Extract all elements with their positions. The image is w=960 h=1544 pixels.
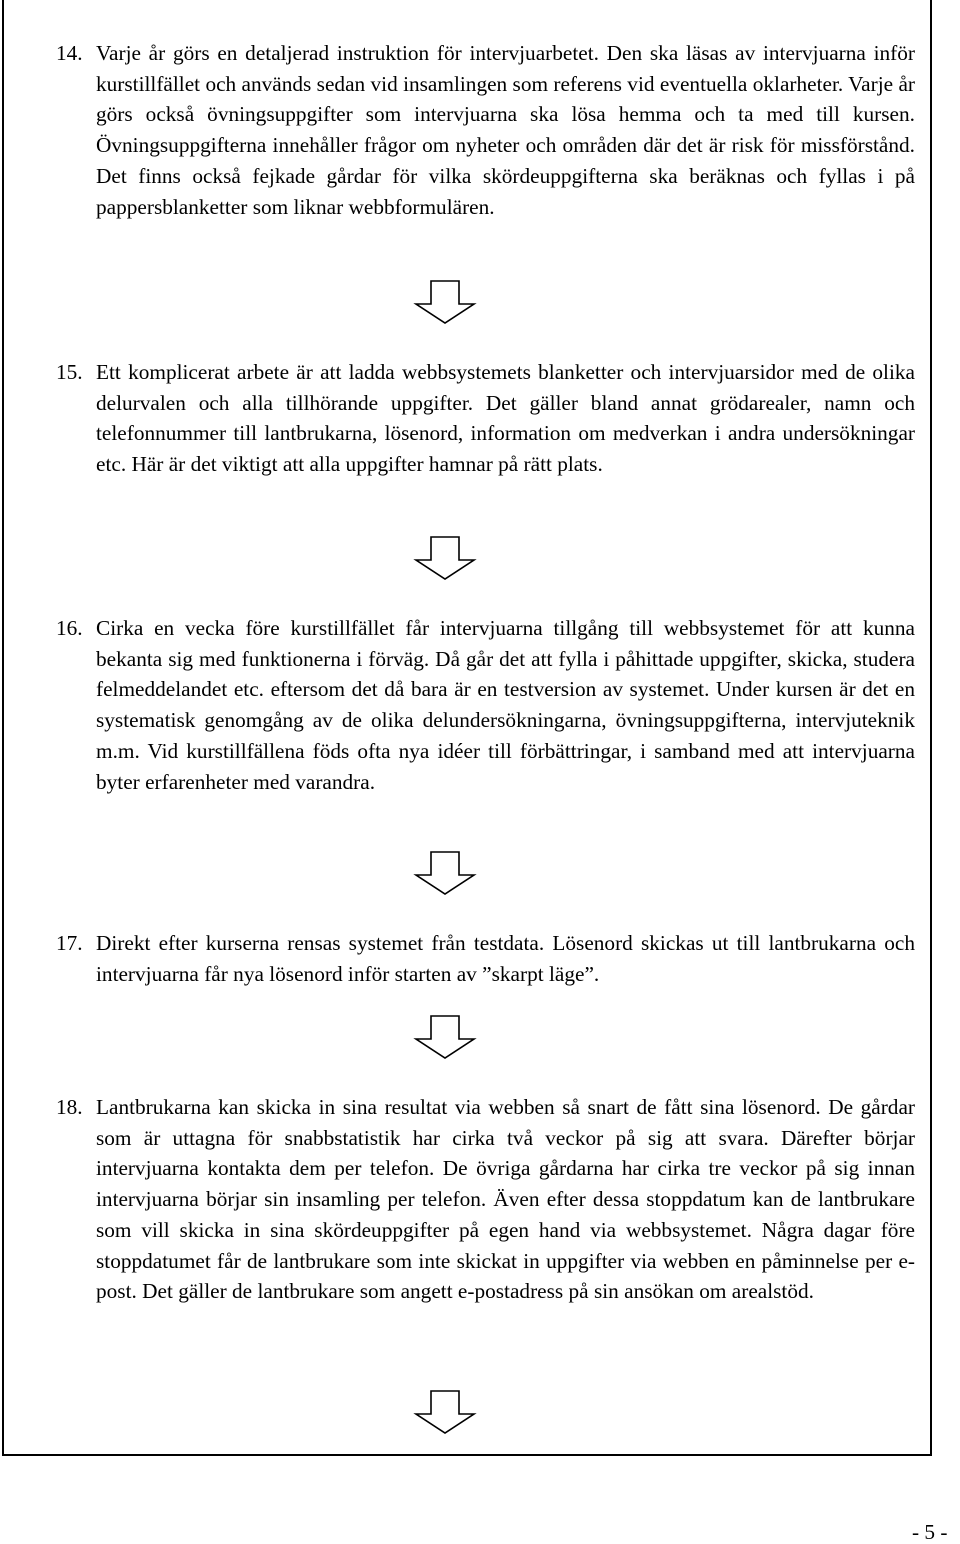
step-number: 16.	[56, 616, 83, 640]
down-arrow-icon	[413, 851, 477, 895]
down-arrow-icon	[413, 1390, 477, 1434]
down-arrow-icon	[413, 536, 477, 580]
page-number: - 5 -	[912, 1520, 948, 1544]
step-number: 15.	[56, 360, 83, 384]
down-arrow-icon	[413, 280, 477, 324]
step-16	[56, 613, 915, 797]
step-number: 14.	[56, 41, 83, 65]
step-text: Direkt efter kurserna rensas systemet från testdata. Lösenord skickas ut till lantbrukarna och intervjuarna får nya lösenord inför starten av ”skarpt läge”.	[96, 931, 915, 986]
down-arrow-icon	[413, 1015, 477, 1059]
step-17	[56, 928, 915, 989]
step-text: Lantbrukarna kan skicka in sina resultat via webben så snart de fått sina lösenord. De gårdar som är uttagna för snabbstatistik har cirka två veckor på sig att svara. Därefter börjar intervjuarna kontakta dem per telefon. De övriga gårdarna har cirka tre veckor på sig innan intervjuarna börjar sin insamling per telefon. Även efter dessa stoppdatum kan de lantbrukare som vill skicka in sina skördeuppgifter på egen hand via webbsystemet. Några dagar före stoppdatumet får de lantbrukare som inte skickat in uppgifter via webben en påminnelse per e-post. Det gäller de lantbrukare som angett e-postadress på sin ansökan om arealstöd.	[96, 1095, 915, 1304]
step-text: Varje år görs en detaljerad instruktion för intervjuarbetet. Den ska läsas av intervjuarna inför kurstillfället och används sedan vid insamlingen som referens vid eventuella oklarheter. Varje år görs också övningsuppgifter som intervjuarna ska lösa hemma och ta med till kursen. Övningsuppgifterna innehåller frågor om nyheter och områden där det är risk för missförstånd. Det finns också fejkade gårdar för vilka skördeuppgifterna ska beräknas och fyllas i på pappersblanketter som liknar webbformulären.	[96, 41, 915, 219]
step-number: 18.	[56, 1095, 83, 1119]
step-text: Cirka en vecka före kurstillfället får intervjuarna tillgång till webbsystemet för att kunna bekanta sig med funktionerna i förväg. Då går det att fylla i påhittade uppgifter, skicka, studera felmeddelandet etc. eftersom det då bara är en testversion av systemet. Under kursen är det en systematisk genomgång av de olika delundersökningarna, övningsuppgifterna, intervjuteknik m.m. Vid kurstillfällena föds ofta nya idéer till förbättringar, i samband med att intervjuarna byter erfarenheter med varandra.	[96, 616, 915, 794]
step-number: 17.	[56, 931, 83, 955]
step-14	[56, 38, 915, 222]
step-text: Ett komplicerat arbete är att ladda webbsystemets blanketter och intervjuarsidor med de olika delurvalen och alla tillhörande uppgifter. Det gäller bland annat grödarealer, namn och telefonnummer till lantbrukarna, lösenord, information om medverkan i andra undersökningar etc. Här är det viktigt att alla uppgifter hamnar på rätt plats.	[96, 360, 915, 477]
step-18	[56, 1092, 915, 1307]
step-15	[56, 357, 915, 480]
